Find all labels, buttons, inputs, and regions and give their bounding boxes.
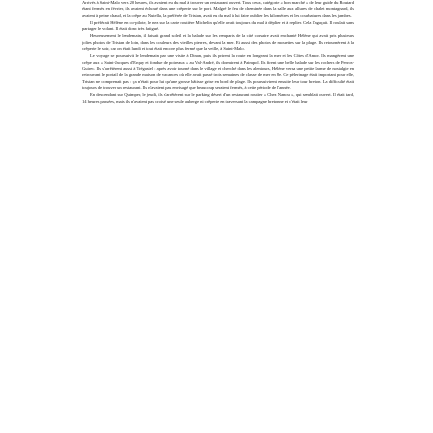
paragraph: Le voyage se poursuivit le lendemain par une visite à Dinan, puis ils prirent la route en longeant la mer et les Côtes d'Amor. Ils mangèrent une crêpe aux « Saint-Jacques d'Erquy et fondue de poireaux » au Val-André, ils dormirent à Paimpol. Ils firent une belle balade sur les rochers de Perros-Guirec. Ils s'arrêtèrent aussi à Trégastel : après avoir tourné dans le village et cherché dans les alentours, Hélène versa une petite larme de nostalgie en retrouvant le portail de la grande maison de vacances où elle avait passé trois semaines de classe de mer en 8e. Ce pèlerinage était important pour elle, Tristan ne comprenait pas : ça n'était pour lui qu'une grosse bâtisse grise en bord de plage. Ils poursuivirent ensuite leur tour breton. La difficulté était toujours de trouver un restaurant. Ils n'avaient pas envisagé que beaucoup seraient fermés, à cette période de l'année. [82,53,354,91]
paragraph: Heureusement le lendemain, il faisait grand soleil et la balade sur les remparts de la cité corsaire avait enchanté Hélène qui avait pris plusieurs jolies photos de Tristan de loin, dans les couleurs des vieilles pierres, devant la mer. Et aussi des photos de mouettes sur la plage. Ils retournèrent à la crêperie le soir, car on était lundi et tout était encore plus fermé que la veille, à Saint-Malo. [82,33,354,52]
paragraph: Il préférait Hélène en co-pilote, le nez sur la carte routière Michelin qu'elle avait toujours du mal à déplier et à replier. Cela l'agaçait. Il roulait sans partager le volant. Il était donc très fatigué. [82,19,354,32]
document-page [82,0,354,433]
paragraph: En descendant sur Quimper, le jeudi, ils s'arrêtèrent sur le parking désert d'un restaurant routier « Chez Nanou », qui semblait ouvert. Il était tard, 14 heures passées, mais ils n'avaient pas croisé une seule auberge ni crêperie en traversant la campagne bretonne et c'était leur [82,92,354,104]
paragraph: Arrivés à Saint-Malo vers 20 heures, ils avaient eu du mal à trouver un restaurant ouvert. Tous ceux, catégorie « bon marché » de leur guide du Routard étant fermés en février, ils avaient échoué dans une crêperie sur le port. Malgré le feu de cheminée dans la salle aux allures de chalet montagnard, ils avaient à peine chaud, et la crêpe au Nutella, la préférée de Tristan, avait eu du mal à lui faire oublier les kilomètres et les courbatures dans les jambes. [82,0,354,18]
